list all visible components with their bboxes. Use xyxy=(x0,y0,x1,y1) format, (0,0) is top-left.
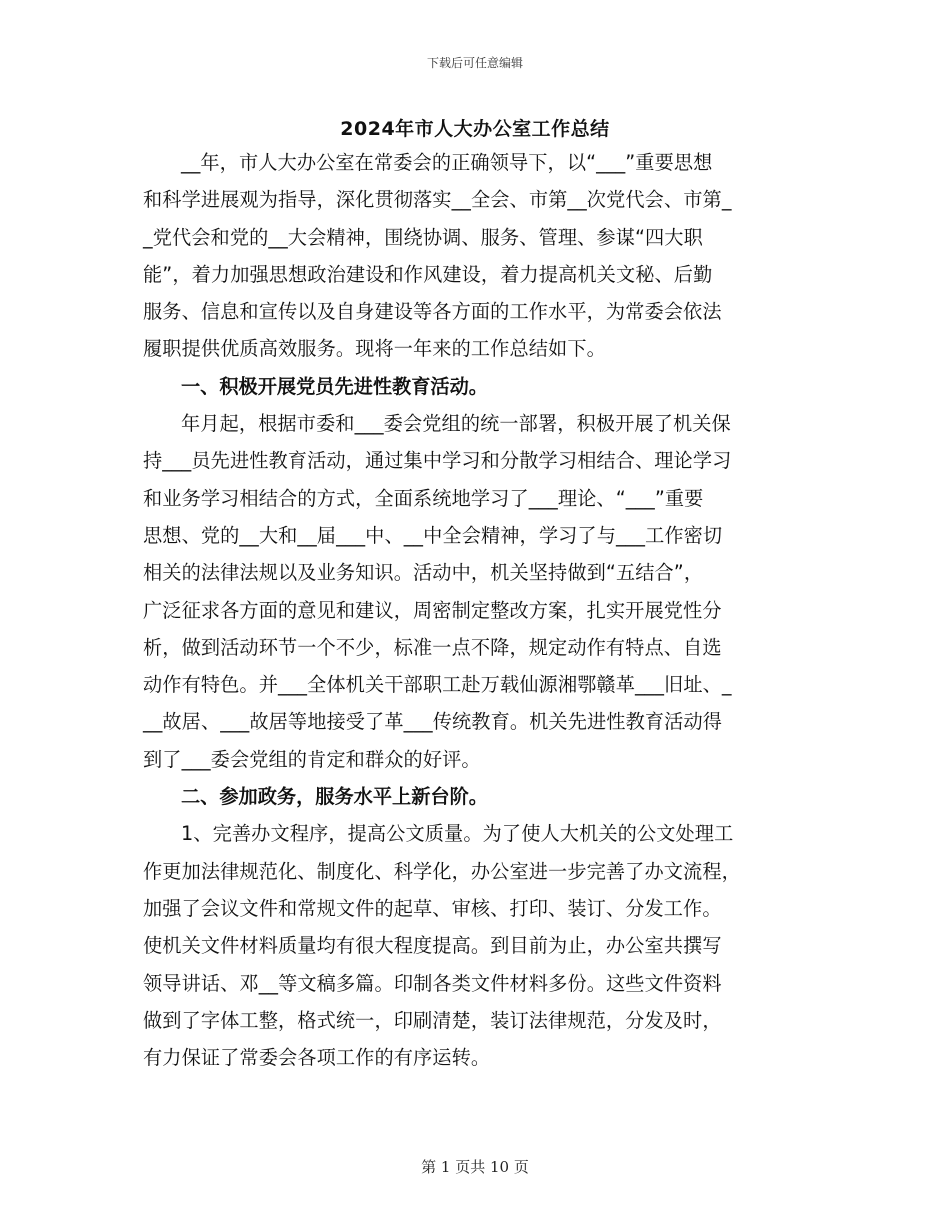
text-line: 作更加法律规范化、制度化、科学化，办公室进一步完善了办文流程， xyxy=(143,859,741,883)
paragraph-education-activity xyxy=(143,405,808,778)
text-line: 加强了会议文件和常规文件的起草、审核、打印、装订、分发工作。 xyxy=(143,896,722,920)
text-line: 析，做到活动环节一个不少，标准一点不降，规定动作有特点、自选 xyxy=(143,635,722,659)
text-line: 相关的法律法规以及业务知识。活动中，机关坚持做到“五结合”， xyxy=(143,561,704,585)
text-line: 能”，着力加强思想政治建设和作风建设，着力提高机关文秘、后勤 xyxy=(143,262,713,286)
text-line: __年，市人大办公室在常委会的正确领导下，以“___”重要思想 xyxy=(181,151,713,174)
page-number-footer: 第 1 页共 10 页 xyxy=(421,1158,529,1176)
section-heading-1: 一、积极开展党员先进性教育活动。 xyxy=(181,374,488,398)
text-line: 持___员先进性教育活动，通过集中学习和分散学习相结合、理论学习 xyxy=(143,449,732,473)
paragraph-document-process xyxy=(143,815,808,1076)
text-line: 1、完善办文程序，提高公文质量。为了使人大机关的公文处理工 xyxy=(181,822,734,846)
document-body xyxy=(143,144,808,1076)
text-line: _党代会和党的__大会精神，围绕协调、服务、管理、参谋“四大职 xyxy=(143,225,703,249)
text-line: 服务、信息和宣传以及自身建设等各方面的工作水平，为常委会依法 xyxy=(143,300,722,324)
document-title: 2024年市人大办公室工作总结 xyxy=(340,118,610,140)
text-line: 使机关文件材料质量均有很大程度提高。到目前为止，办公室共撰写 xyxy=(143,934,722,958)
section-heading-2: 二、参加政务，服务水平上新台阶。 xyxy=(181,785,488,809)
text-line: 和业务学习相结合的方式，全面系统地学习了___理论、“___”重要 xyxy=(143,486,704,510)
text-line: 和科学进展观为指导，深化贯彻落实__全会、市第__次党代会、市第_ xyxy=(143,188,732,212)
text-line: 广泛征求各方面的意见和建议，周密制定整改方案，扎实开展党性分 xyxy=(143,598,722,622)
text-line: 思想、党的__大和__届___中、__中全会精神，学习了与___工作密切 xyxy=(143,523,723,547)
text-line: 履职提供优质高效服务。现将一年来的工作总结如下。 xyxy=(143,337,606,361)
text-line: 做到了字体工整，格式统一，印刷清楚，装订法律规范，分发及时， xyxy=(143,1008,722,1032)
text-line: 年月起，根据市委和___委会党组的统一部署，积极开展了机关保 xyxy=(181,412,731,436)
paragraph-intro xyxy=(143,144,808,368)
text-line: __故居、___故居等地接受了革___传统教育。机关先进性教育活动得 xyxy=(143,710,723,734)
text-line: 有力保证了常委会各项工作的有序运转。 xyxy=(143,1046,491,1070)
text-line: 领导讲话、邓__等文稿多篇。印制各类文件材料多份。这些文件资料 xyxy=(143,971,722,995)
text-line: 动作有特色。并___全体机关干部职工赴万载仙源湘鄂赣革___旧址、_ xyxy=(143,673,732,697)
text-line: 到了___委会党组的肯定和群众的好评。 xyxy=(143,747,481,771)
page-header-note: 下载后可任意编辑 xyxy=(426,56,523,70)
